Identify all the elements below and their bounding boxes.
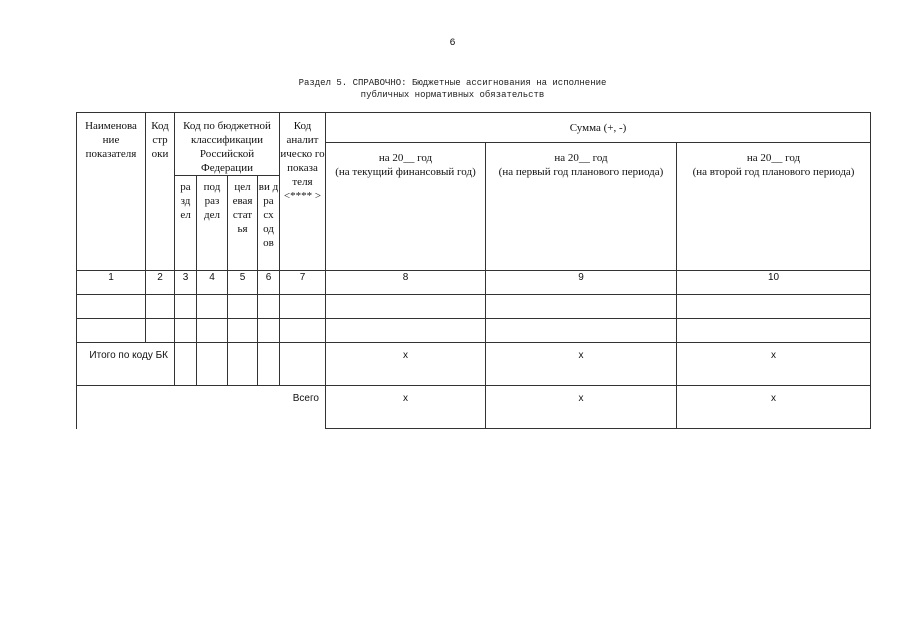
table-row (77, 319, 871, 343)
section-title-line-2: публичных нормативных обязательств (360, 90, 545, 100)
header-year-second-plan-line2: (на второй год планового периода) (692, 166, 855, 178)
table-cell (146, 319, 175, 343)
header-podrazdel: под раз дел (197, 176, 228, 271)
table-cell (280, 295, 326, 319)
header-year-current-line2: (на текущий финансовый год) (335, 166, 476, 178)
table-cell (258, 319, 280, 343)
table-cell (228, 295, 258, 319)
column-number: 8 (326, 271, 486, 295)
page-number: 6 (449, 38, 456, 49)
budget-allocations-table (76, 112, 871, 429)
table-cell (197, 295, 228, 319)
table-cell (280, 343, 326, 386)
header-row-code: Код стр оки (146, 113, 175, 271)
total-bk-value: x (486, 343, 677, 386)
header-vid-raskhodov: ви д ра сх од ов (258, 176, 280, 271)
column-number: 2 (146, 271, 175, 295)
header-analytic-code: Код аналит ическо го показа теля <**** > (280, 113, 326, 271)
column-number: 9 (486, 271, 677, 295)
table-cell (258, 295, 280, 319)
total-bk-value: x (326, 343, 486, 386)
header-year-current-line1: на 20__ год (378, 152, 433, 164)
header-sum: Сумма (+, -) (326, 113, 871, 143)
header-year-second-plan (677, 143, 871, 271)
table-cell (486, 319, 677, 343)
header-razdel: ра зд ел (175, 176, 197, 271)
table-row (77, 295, 871, 319)
header-year-second-plan-line1: на 20__ год (746, 152, 801, 164)
total-bk-row (77, 343, 871, 386)
column-number: 4 (197, 271, 228, 295)
table-cell (326, 295, 486, 319)
total-all-value: x (677, 386, 871, 429)
table-cell (677, 319, 871, 343)
header-row-1 (77, 113, 871, 143)
section-title (230, 77, 675, 101)
table-cell (77, 319, 146, 343)
table-cell (146, 295, 175, 319)
column-number: 3 (175, 271, 197, 295)
header-name: Наименова ние показателя (77, 113, 146, 271)
table-cell (175, 295, 197, 319)
total-all-label: Всего (77, 386, 326, 429)
total-bk-label: Итого по коду БК (77, 343, 175, 386)
total-all-value: x (486, 386, 677, 429)
table-cell (197, 343, 228, 386)
column-number: 10 (677, 271, 871, 295)
table-cell (486, 295, 677, 319)
header-bk-code: Код по бюджетной классификации Российской Федерации (175, 113, 280, 176)
column-number: 7 (280, 271, 326, 295)
table-cell (77, 295, 146, 319)
header-year-first-plan (486, 143, 677, 271)
table-cell (280, 319, 326, 343)
table-cell (197, 319, 228, 343)
table-cell (228, 319, 258, 343)
table-cell (326, 319, 486, 343)
column-number-row (77, 271, 871, 295)
table-cell (677, 295, 871, 319)
table-cell (175, 343, 197, 386)
section-title-line-1: Раздел 5. СПРАВОЧНО: Бюджетные ассигнования на исполнение (298, 78, 607, 88)
column-number: 1 (77, 271, 146, 295)
table-cell (175, 319, 197, 343)
column-number: 6 (258, 271, 280, 295)
total-bk-value: x (677, 343, 871, 386)
header-year-first-plan-line2: (на первый год планового периода) (498, 166, 664, 178)
total-all-value: x (326, 386, 486, 429)
header-year-first-plan-line1: на 20__ год (554, 152, 608, 164)
table-cell (258, 343, 280, 386)
header-year-current (326, 143, 486, 271)
header-tselevaya-statya: цел евая стат ья (228, 176, 258, 271)
table-cell (228, 343, 258, 386)
column-number: 5 (228, 271, 258, 295)
total-all-row (77, 386, 871, 429)
